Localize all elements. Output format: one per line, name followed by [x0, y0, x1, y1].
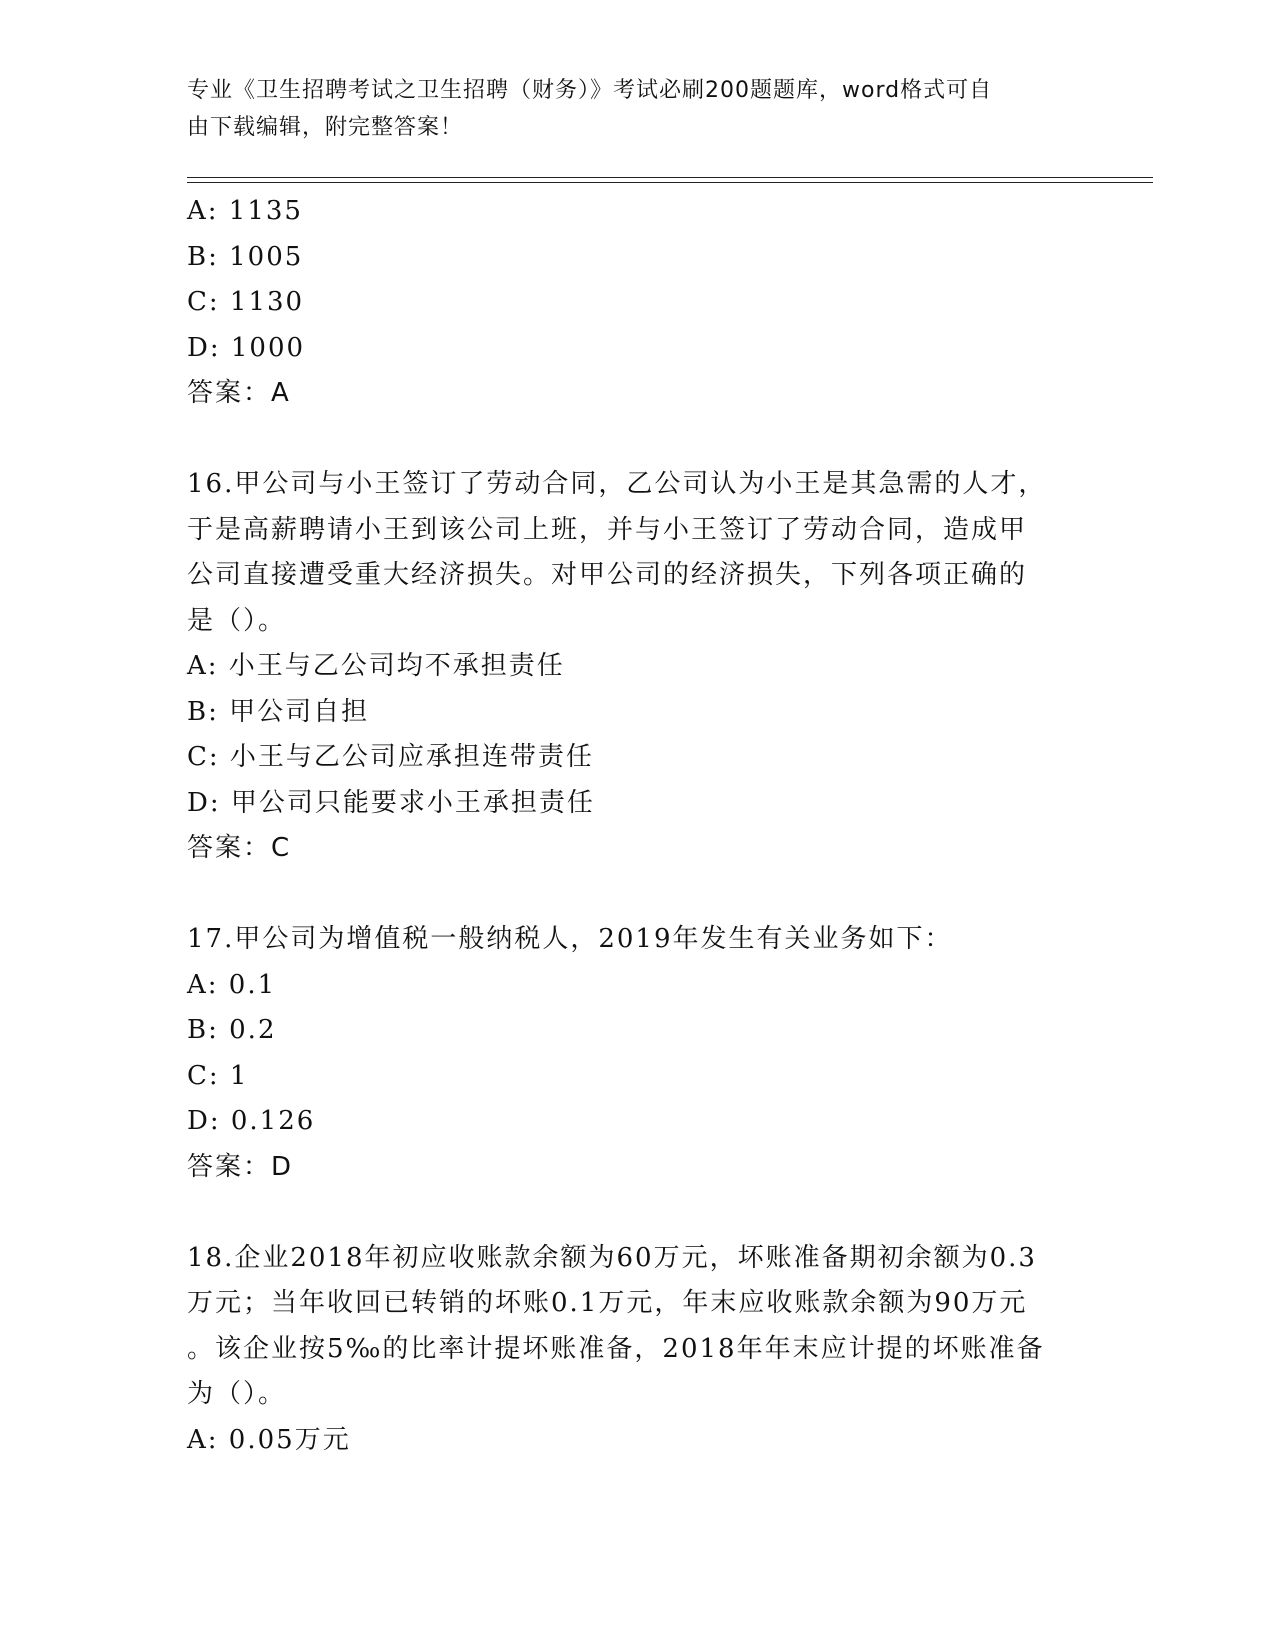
document-header	[187, 72, 1067, 146]
q16-answer: 答案：C	[187, 833, 292, 863]
question-16-block	[187, 462, 1087, 872]
header-line-1: 专业《卫生招聘考试之卫生招聘（财务）》考试必刷200题题库，word格式可自	[187, 78, 993, 103]
question-18-block	[187, 1236, 1087, 1464]
q16-stem-line-4: 是（）。	[187, 605, 287, 636]
q18-option-a: A: 0.05万元	[187, 1424, 351, 1455]
spacer	[187, 1190, 1087, 1236]
q18-stem-line-4: 为（）。	[187, 1379, 287, 1409]
header-divider-top	[187, 177, 1153, 178]
q16-option-d: D: 甲公司只能要求小王承担责任	[187, 787, 595, 818]
q17-option-d: D: 0.126	[187, 1106, 316, 1136]
q15-option-a: A: 1135	[187, 196, 303, 226]
spacer	[187, 417, 1087, 463]
header-divider-bottom	[187, 182, 1153, 183]
q18-stem-line-2: 万元；当年收回已转销的坏账0.1万元，年末应收账款余额为90万元	[187, 1288, 1028, 1318]
q17-option-c: C: 1	[187, 1060, 249, 1091]
q16-stem-line-3: 公司直接遭受重大经济损失。对甲公司的经济损失，下列各项正确的	[187, 560, 1028, 590]
q15-answer: 答案：A	[187, 378, 291, 408]
q17-stem-line-1: 17.甲公司为增值税一般纳税人，2019年发生有关业务如下：	[187, 924, 953, 954]
q17-option-b: B: 0.2	[187, 1015, 277, 1045]
q18-stem-line-3: 。该企业按5‰的比率计提坏账准备，2018年年末应计提的坏账准备	[187, 1333, 1045, 1364]
q18-stem-line-1: 18.企业2018年初应收账款余额为60万元，坏账准备期初余额为0.3	[187, 1242, 1037, 1273]
q17-answer: 答案：D	[187, 1151, 294, 1182]
spacer	[187, 872, 1087, 918]
header-line-2: 由下载编辑，附完整答案！	[187, 115, 464, 140]
q15-option-d: D: 1000	[187, 332, 306, 363]
q16-stem-line-2: 于是高薪聘请小王到该公司上班，并与小王签订了劳动合同，造成甲	[187, 514, 1028, 545]
q17-option-a: A: 0.1	[187, 969, 277, 1000]
question-17-block	[187, 917, 1087, 1190]
q16-option-a: A: 小王与乙公司均不承担责任	[187, 651, 565, 681]
q16-stem-line-1: 16.甲公司与小王签订了劳动合同，乙公司认为小王是其急需的人才，	[187, 469, 1047, 499]
q15-option-c: C: 1130	[187, 287, 305, 317]
question-content	[187, 189, 1087, 1463]
q16-option-b: B: 甲公司自担	[187, 696, 370, 727]
q15-option-b: B: 1005	[187, 241, 304, 272]
q16-option-c: C: 小王与乙公司应承担连带责任	[187, 742, 594, 772]
question-15-block	[187, 189, 1087, 417]
